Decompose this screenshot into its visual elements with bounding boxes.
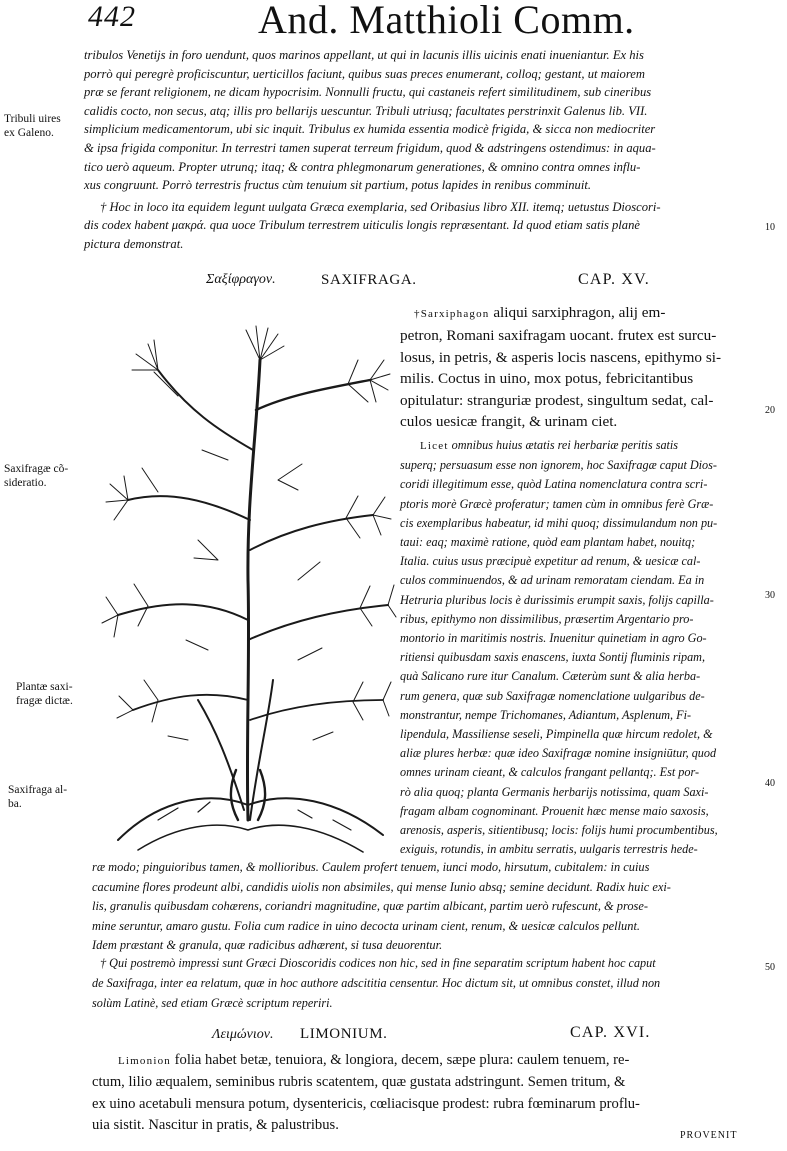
saxifraga-greek-title: Σαξίφραγον. (206, 272, 276, 287)
text-line: rum genera, quæ sub Saxifragæ nomenclatione uulgaribus de- (400, 688, 705, 703)
limonium-chapter: CAP. XVI. (570, 1024, 651, 1041)
line-number: 20 (765, 405, 775, 416)
text-line: culos uesicæ frangit, & urinam ciet. (400, 413, 618, 431)
page-number: 442 (88, 0, 136, 33)
text-line: culos comminuendos, & ad urinam remoratam ciendam. Ea in (400, 573, 705, 588)
text-line: dis codex habent μακρά. qua uoce Tribulum terrestrem uiticulis longis repræsentant. Id quod etiam satis planè (84, 218, 640, 232)
lead-word: †Sarxiphagon (414, 308, 490, 320)
text-line: ctum, lilio æqualem, seminibus rubris scatentem, quæ gustata adstringunt. Semen tritum, & (92, 1074, 626, 1091)
text-line (92, 1050, 640, 1072)
saxifraga-commentary (400, 436, 718, 859)
saxifraga-title: SAXIFRAGA. (321, 272, 417, 288)
margin-note-tribuli (4, 112, 61, 140)
text-line: omnes urinam cieant, & calculos frangant pellantq;. Est por- (400, 765, 699, 780)
text-line: superq; persuasum esse non ignorem, hoc Saxifragæ caput Dios- (400, 458, 717, 473)
text-line (400, 436, 718, 456)
margin-note-plantae (16, 680, 73, 708)
text-line: † Qui postremò impressi sunt Græci Dioscoridis codices non hic, sed in fine separatim scriptum habent hoc caput (100, 956, 656, 970)
text-line: petron, Romani saxifragam uocant. frutex est surcu- (400, 327, 717, 345)
text-line: simplicium medicamentorum, ubi sic inquit. Tribulus ex humida essentia modicè frigida, & sicca non mediocriter (84, 122, 656, 137)
text-line: ptoris morè Græcè proferatur; tamen cùm in omnibus ferè Græ- (400, 496, 714, 511)
saxifraga-dioscorides-text (400, 302, 721, 432)
limonium-title: LIMONIUM. (300, 1026, 388, 1042)
text-line: lis, granulis quibusdam cohærens, coriandri magnitudine, quæ partim albicant, partim uerò rufescunt, & prose- (92, 899, 648, 914)
margin-note-line: ba. (8, 798, 22, 810)
text-line (400, 302, 721, 325)
top-passage (84, 46, 656, 195)
text-line: cis exemplaribus habeatur, id mihi quoq; dissimulandum non pu- (400, 515, 718, 530)
text-fragment: aliqui sarxiphragon, alij em- (493, 304, 666, 321)
text-line: opitulatur: stranguriæ prodest, singultum sedat, cal- (400, 391, 714, 409)
text-line: lipendula, Massiliense seseli, Pimpinella quæ hircum redolet, & (400, 727, 713, 742)
catchword: PROVENIT (680, 1130, 738, 1141)
text-line: aliæ plures herbæ: quæ ideo Saxifragæ nomine insigniūtur, quod (400, 746, 717, 761)
lead-word: Limonion (118, 1055, 171, 1067)
text-line: porrò qui peregrè proficiscuntur, uerticillos faciunt, quibus suas preces enumerant, colloq; gestant, ut maiorem (84, 66, 645, 81)
margin-note-line: sideratio. (4, 477, 47, 489)
text-line: quà Salicano rure itur Canalum. Cæterùm sunt & alia herba- (400, 669, 701, 684)
text-line: ex uino acetabuli mensura potum, dysentericis, cœliacisque prodest: rubra fœminarum proflu- (92, 1095, 640, 1112)
text-line: milis. Coctus in uino, mox potus, febricitantibus (400, 370, 694, 388)
text-line: monstrantur, nempe Trichomanes, Adiantum, Asplenum, Fi- (400, 707, 692, 722)
margin-note-saxifrage-consideratio (4, 462, 68, 490)
text-line: ritiensi quibusdam saxis enascens, iuxta Sontij fluminis ripam, (400, 650, 706, 665)
saxifraga-commentary-continued (92, 858, 671, 956)
lead-word: Licet (420, 440, 449, 452)
text-fragment: omnibus huius ætatis rei herbariæ peritis satis (451, 438, 679, 452)
text-line: Hetruria pluribus locis è durissimis erumpit saxis, folijs capilla- (400, 592, 714, 607)
text-line: Italia. cuius usus præcipuè expetitur ad renum, & uesicæ cal- (400, 554, 701, 569)
text-line: fragam albam cognominant. Prouenit hæc mense maio saxosis, (400, 803, 709, 818)
tribulus-footnote (100, 198, 661, 217)
text-line: rò alia quoq; planta Germanis herbarijs notissima, quam Saxi- (400, 784, 709, 799)
text-line: arenosis, asperis, sitientibusq; locis: folijs humi procumbentibus, (400, 823, 718, 838)
text-line: tico uerò aqueum. Propter utrunq; itaq; & contra phlegmonarum generationes, & omnino contra omnes influ- (84, 159, 641, 174)
running-title: And. Matthioli Comm. (258, 0, 635, 42)
text-line: de Saxifraga, inter ea relatum, quæ in hoc authore adscititia censentur. Hoc dictum sit, ut omnibus constet, illud non (92, 976, 661, 990)
text-line: uia sistit. Nascitur in pratis, & palustribus. (92, 1117, 339, 1134)
text-line: montorio in maritimis nostris. Inuenitur quinetiam in agro Go- (400, 631, 707, 646)
line-number: 30 (765, 590, 775, 601)
margin-note-line: Saxifraga al- (8, 784, 68, 796)
margin-note-line: Tribuli uires (4, 113, 61, 125)
line-number: 50 (765, 962, 775, 973)
text-line: tribulos Venetijs in foro uendunt, quos marinos appellant, ut qui in lacunis illis uicinis enati inueniantur. Ex his (84, 48, 644, 62)
line-number: 10 (765, 222, 775, 233)
margin-note-line: ex Galeno. (4, 127, 54, 139)
text-line: exiguis, rotundis, in ambitu serratis, uulgaris terrestris hede- (400, 842, 698, 857)
line-number: 40 (765, 778, 775, 789)
saxifraga-footnote (100, 954, 656, 974)
text-line: pictura demonstrat. (84, 236, 184, 251)
text-line: taui: eaq; maximè ratione, quòd eam plantam habet, nouitq; (400, 535, 696, 550)
margin-note-line: fragæ dictæ. (16, 695, 73, 707)
text-line: Idem præstant & granula, quæ radicibus adhærent, si tusa deuorentur. (92, 938, 443, 953)
limonium-greek-title: Λειμώνιον. (212, 1027, 274, 1042)
saxifraga-footnote-cont (92, 974, 660, 1013)
text-line: solùm Latinè, sed etiam Græcè scriptum reperiri. (92, 995, 333, 1010)
text-line: calidis cocto, non secus, atq; illis pro bellarijs uescuntur. Tribuli utriusq; facultates perstrinxit Galenus lib. VII. (84, 103, 648, 118)
text-line: losus, in petris, & asperis locis nascens, epithymo si- (400, 348, 722, 366)
limonium-text (92, 1050, 640, 1137)
text-fragment: folia habet betæ, tenuiora, & longiora, decem, sæpe plura: caulem tenuem, re- (174, 1052, 630, 1068)
margin-note-line: Plantæ saxi- (16, 681, 73, 693)
text-line: & ipsa frigida componitur. In terrestri tamen superat terreum frigidum, quod & adstringens ostendimus: in aqua- (84, 140, 656, 155)
text-line: cacumine flores prodeunt albi, candidis uiolis non absimiles, qui mense Iunio absq; semine decidunt. Radix huic exi- (92, 879, 671, 894)
text-line: ribus, epithymo non dissimilibus, præsertim Argentario pro- (400, 611, 694, 626)
saxifraga-chapter: CAP. XV. (578, 271, 650, 288)
margin-note-saxifraga-alba (8, 783, 67, 811)
text-line: xus congruunt. Porrò terrestris fructus cùm tenuium sit partium, potus lapides in renibus comminuit. (84, 178, 592, 193)
margin-note-line: Saxifragæ cõ- (4, 463, 69, 475)
text-line: ræ modo; pinguioribus tamen, & mollioribus. Caulem profert tenuem, iunci modo, hirsutum, cubitalem: in cuius (92, 860, 650, 874)
text-line: mine seruntur, amaro gustu. Folia cum radice in uino decocta urinam cient, renum, & uesicæ calculos pellunt. (92, 918, 640, 933)
saxifraga-woodcut-illustration (98, 300, 398, 860)
text-line: præ se ferant religionem, ne dicam hypocrisim. Nonnulli fructu, qui castaneis refert similitudinem, sub cineribus (84, 85, 652, 100)
text-line: coridi illegitimum esse, quòd Latina nomenclatura contra scri- (400, 477, 708, 492)
tribulus-footnote-cont (84, 216, 640, 253)
text-line: † Hoc in loco ita equidem legunt uulgata Græca exemplaria, sed Oribasius libro XII. itemq; uetustus Dioscori- (100, 200, 661, 214)
